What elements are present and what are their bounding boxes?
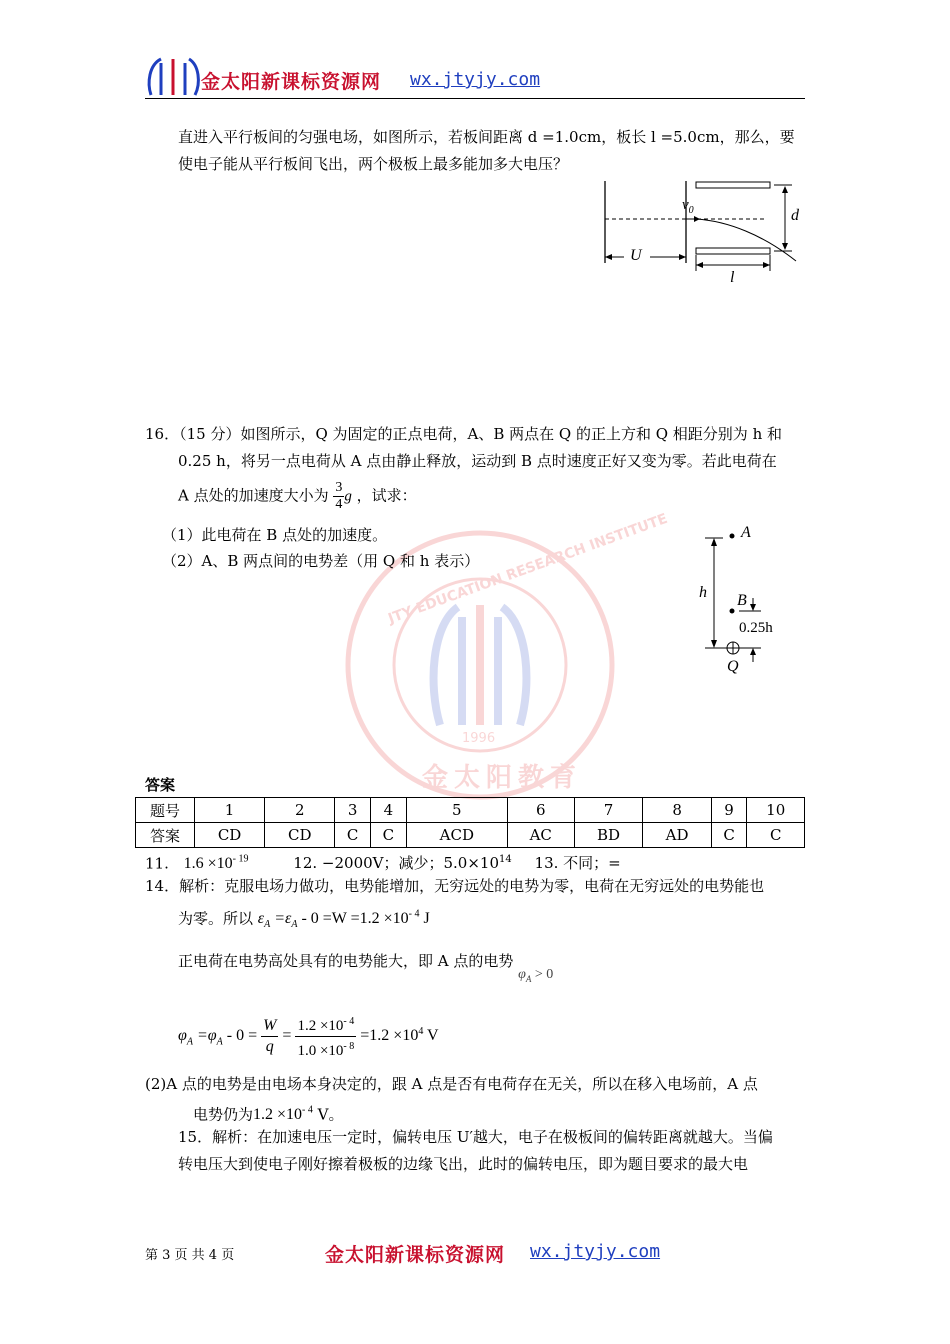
fraction-W-over-q: $\frac{W}{q}$ <box>263 1017 277 1055</box>
header <box>145 55 805 100</box>
header-brand: 金太阳新课标资源网 <box>201 71 382 93</box>
fraction-three-quarters: $\frac{3}{4}$ <box>335 480 343 512</box>
watermark-year: 1996 <box>462 731 496 746</box>
table-cell: AC <box>507 823 574 848</box>
table-cell: 6 <box>507 798 574 823</box>
table-cell: C <box>711 823 747 848</box>
table-cell: C <box>747 823 805 848</box>
watermark-text: JTY EDUCATION RESEARCH INSTITUTE <box>386 510 670 628</box>
header-site-link[interactable]: wx.jtyjy.com <box>410 69 541 90</box>
q16-sub-1: （1）此电荷在 B 点处的加速度。 <box>162 526 388 544</box>
a15-line-2: 转电压大到使电子刚好擦着极板的边缘飞出，此时的偏转电压，即为题目要求的最大电 <box>178 1155 749 1173</box>
answers-table <box>135 797 805 848</box>
q16-sub-2: （2）A、B 两点间的电势差（用 Q 和 h 表示） <box>162 552 480 570</box>
table-cell: BD <box>574 823 643 848</box>
a14-equation-potential: $\varphi_A =\varphi_A - 0$ = $\frac{W}{q}$ = $\frac{1.2 \times 10^{- 4}}{1.0 \times 10^{- 8}}$ $=1.2 \times 10^4$ V <box>178 1012 439 1061</box>
label-v0: $v_0$ <box>682 197 694 216</box>
q16-line-2: 0.25 h，将另一点电荷从 A 点由静止释放，运动到 B 点时速度正好又变为零。若此电荷在 <box>178 452 777 470</box>
a14-2-line-1: (2)A 点的电势是由电场本身决定的，跟 A 点是否有电荷存在无关，所以在移入电场前，A 点 <box>145 1075 758 1093</box>
table-cell: 7 <box>574 798 643 823</box>
footer-page-number: 第 3 页 共 4 页 <box>145 1248 235 1263</box>
figure-point-charge <box>695 522 795 682</box>
table-cell: 1 <box>195 798 265 823</box>
q16-line-3: A 点处的加速度大小为 $\frac{3}{4}$ g ，试求： <box>178 480 417 512</box>
label-Q: Q <box>727 658 739 675</box>
table-cell: C <box>371 823 407 848</box>
answers-title: 答案 <box>145 776 176 794</box>
table-cell: 2 <box>265 798 335 823</box>
table-cell: 9 <box>711 798 747 823</box>
label-quarter-h: 0.25h <box>739 620 773 636</box>
table-cell: C <box>335 823 371 848</box>
a14-line-2: 为零。所以 $\varepsilon_A =\varepsilon_A - 0 =W =1.2 \times 10^{- 4}$ J <box>178 909 430 931</box>
label-U: U <box>630 247 642 264</box>
answers-row-values <box>136 823 805 848</box>
footer-brand: 金太阳新课标资源网 <box>325 1244 506 1266</box>
table-header-cell: 题号 <box>136 798 195 823</box>
q15-line-2: 使电子能从平行板间飞出，两个极板上最多能加多大电压？ <box>178 155 569 173</box>
q16-line-1: 16．（15 分）如图所示，Q 为固定的正点电荷，A、B 两点在 Q 的正上方和 Q 相距分别为 h 和 <box>145 425 782 443</box>
answers-11-13: 11. $1.6 \times 10^{- 19}$ 12. −2000V；减少；$5.0\times 10^{14}$ 13. 不同；= <box>145 854 621 873</box>
label-l: l <box>730 269 735 286</box>
table-cell: AD <box>643 823 711 848</box>
table-cell: CD <box>195 823 265 848</box>
table-cell: 8 <box>643 798 711 823</box>
label-d: d <box>791 207 799 224</box>
table-cell: 3 <box>335 798 371 823</box>
fraction-numeric: $\frac{1.2 \times 10^{- 4}}{1.0 \times 10^{- 8}}$ <box>295 1012 356 1061</box>
a14-line-1: 14．解析：克服电场力做功，电势能增加，无穷远处的电势为零，电荷在无穷远处的电势能也 <box>145 877 765 895</box>
footer-site-link[interactable]: wx.jtyjy.com <box>530 1241 661 1262</box>
label-h: h <box>699 584 707 601</box>
table-cell: CD <box>265 823 335 848</box>
table-header-cell: 答案 <box>136 823 195 848</box>
header-rule <box>145 98 805 99</box>
watermark-cn: 金太阳教育 <box>422 763 583 793</box>
a15-line-1: 15．解析：在加速电压一定时，偏转电压 U′越大，电子在极板间的偏转距离就越大。当偏 <box>178 1128 773 1146</box>
label-B: B <box>737 592 747 609</box>
answers-row-numbers <box>136 798 805 823</box>
label-A: A <box>741 524 751 541</box>
table-cell: 5 <box>406 798 507 823</box>
logo-icon <box>145 55 205 99</box>
table-cell: ACD <box>406 823 507 848</box>
a14-2-line-2: 电势仍为$1.2 \times 10^{- 4}$ V。 <box>193 1105 344 1124</box>
figure-deflection-plates <box>598 175 808 290</box>
table-cell: 4 <box>371 798 407 823</box>
q15-line-1: 直进入平行板间的匀强电场，如图所示，若板间距离 d =1.0cm，板长 l =5.0cm，那么，要 <box>178 128 795 146</box>
table-cell: 10 <box>747 798 805 823</box>
a14-line-3: 正电荷在电势高处具有的电势能大，即 A 点的电势 $\varphi_A > 0$ <box>178 952 554 984</box>
